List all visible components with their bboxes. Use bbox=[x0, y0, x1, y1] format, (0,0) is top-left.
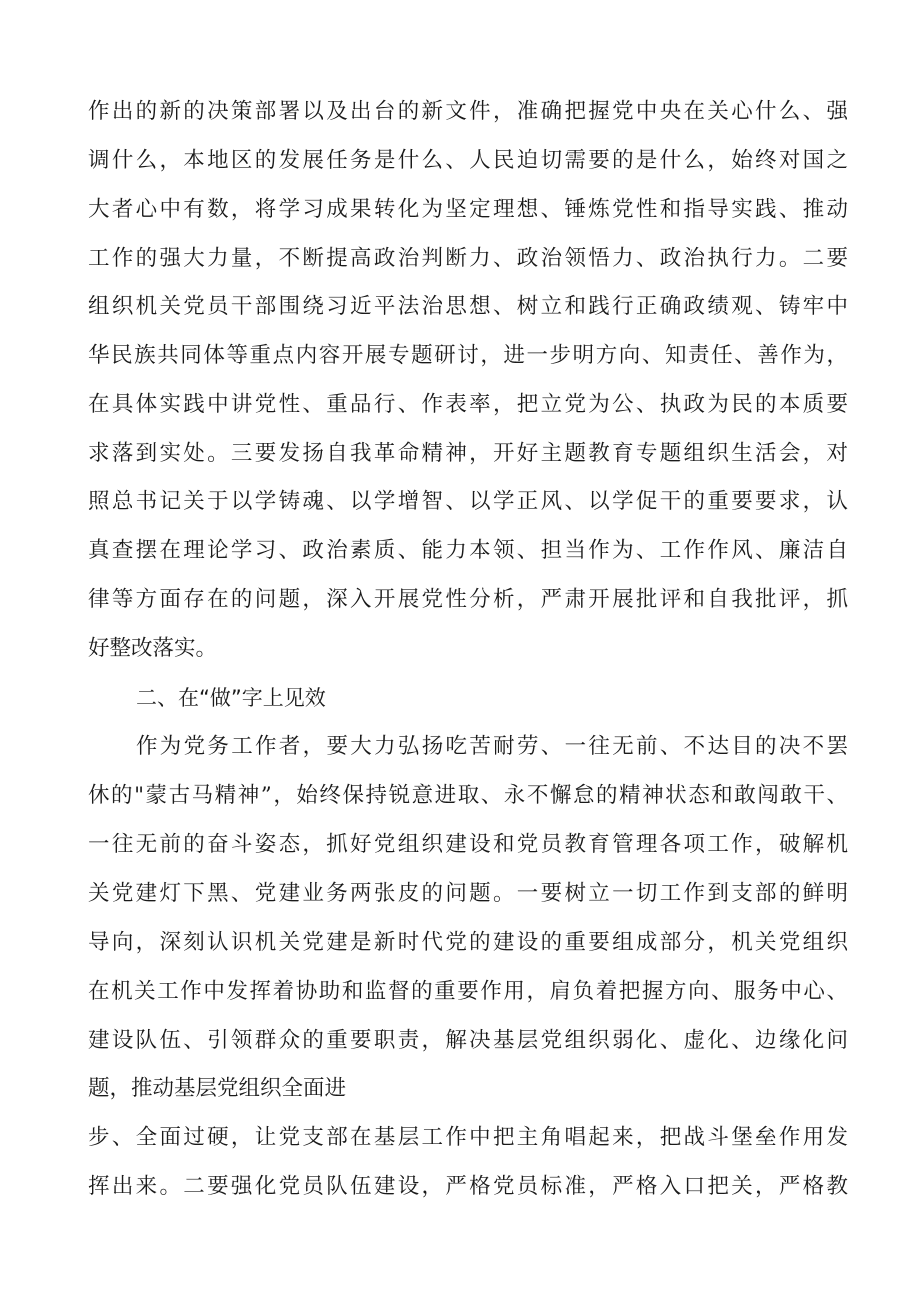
section-heading: 二、在“做”字上见效 bbox=[136, 686, 326, 710]
text-line: 律等方面存在的问题，深入开展党性分析，严肃开展批评和自我批评，抓 bbox=[88, 587, 848, 612]
text-line: 华民族共同体等重点内容开展专题研讨，进一步明方向、知责任、善作为， bbox=[88, 343, 848, 368]
text-line: 工作的强大力量，不断提高政治判断力、政治领悟力、政治执行力。二要 bbox=[88, 246, 848, 271]
text-line: 作出的新的决策部署以及出台的新文件，准确把握党中央在关心什么、强 bbox=[88, 99, 848, 124]
text-line: 挥出来。二要强化党员队伍建设，严格党员标准，严格入口把关，严格教 bbox=[88, 1174, 848, 1199]
text-line: 真查摆在理论学习、政治素质、能力本领、担当作为、工作作风、廉洁自 bbox=[88, 538, 848, 563]
text-line: 一往无前的奋斗姿态，抓好党组织建设和党员教育管理各项工作，破解机 bbox=[88, 832, 848, 857]
text-line: 在机关工作中发挥着协助和监督的重要作用，肩负着把握方向、服务中心、 bbox=[88, 979, 848, 1004]
text-line: 好整改落实。 bbox=[88, 636, 218, 661]
text-line: 调什么，本地区的发展任务是什么、人民迫切需要的是什么，始终对国之 bbox=[88, 148, 848, 173]
text-line: 组织机关党员干部围绕习近平法治思想、树立和践行正确政绩观、铸牢中 bbox=[88, 294, 848, 319]
text-line: 步、全面过硬，让党支部在基层工作中把主角唱起来，把战斗堡垒作用发 bbox=[88, 1125, 848, 1150]
text-line: 在具体实践中讲党性、重品行、作表率，把立党为公、执政为民的本质要 bbox=[88, 392, 848, 417]
paragraph-first-line: 作为党务工作者，要大力弘扬吃苦耐劳、一往无前、不达目的决不罢 bbox=[136, 734, 848, 759]
text-line: 大者心中有数，将学习成果转化为坚定理想、锤炼党性和指导实践、推动 bbox=[88, 197, 848, 222]
text-line: 休的"蒙古马精神”，始终保持锐意进取、永不懈怠的精神状态和敢闯敢干、 bbox=[88, 783, 848, 808]
text-line: 关党建灯下黑、党建业务两张皮的问题。一要树立一切工作到支部的鲜明 bbox=[88, 881, 848, 906]
text-line: 题，推动基层党组织全面进 bbox=[88, 1076, 347, 1101]
text-line: 建设队伍、引领群众的重要职责，解决基层党组织弱化、虚化、边缘化问 bbox=[88, 1028, 848, 1053]
text-line: 照总书记关于以学铸魂、以学增智、以学正风、以学促干的重要要求，认 bbox=[88, 489, 848, 514]
text-line: 求落到实处。三要发扬自我革命精神，开好主题教育专题组织生活会，对 bbox=[88, 441, 848, 466]
text-line: 导向，深刻认识机关党建是新时代党的建设的重要组成部分，机关党组织 bbox=[88, 930, 848, 955]
